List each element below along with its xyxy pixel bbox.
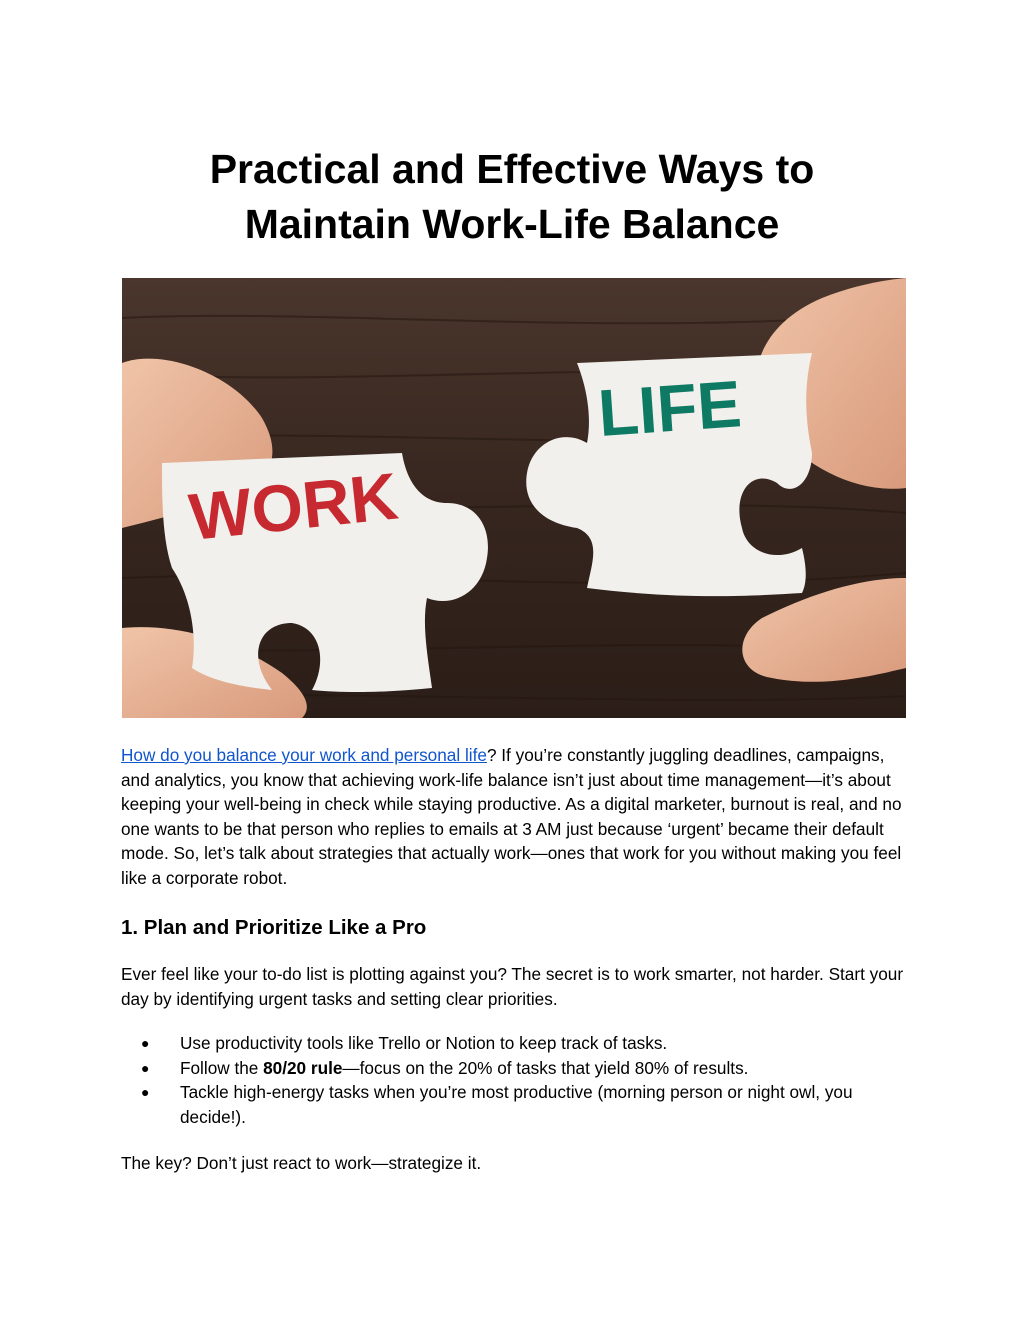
list-item <box>121 1031 911 1056</box>
life-label: LIFE <box>595 366 744 450</box>
bullet-icon: ● <box>141 1035 150 1051</box>
intro-link[interactable]: How do you balance your work and personal life <box>121 745 487 765</box>
bullet-icon: ● <box>141 1059 150 1076</box>
intro-paragraph <box>121 743 911 891</box>
section-heading: 1. Plan and Prioritize Like a Pro <box>121 916 427 939</box>
tips-list <box>121 1031 911 1129</box>
list-item-bold-text: 80/20 rule <box>263 1057 343 1078</box>
list-item-text: Use productivity tools like Trello or Notion to keep track of tasks. <box>180 1033 668 1053</box>
section-paragraph: Ever feel like your to-do list is plotting against you? The secret is to work smarter, not harder. Start your day by identifying urgent tasks and setting clear priorities. <box>121 964 904 1009</box>
page-title <box>122 142 902 252</box>
list-item <box>121 1080 911 1129</box>
hero-image-work-life-puzzle <box>122 278 906 718</box>
list-item <box>121 1056 911 1081</box>
list-item-text-prefix: Follow the <box>180 1057 264 1078</box>
page-title-line-1: Practical and Effective Ways to <box>209 146 815 192</box>
intro-text: ? If you’re constantly juggling deadlines, campaigns, and analytics, you know that achieving work-life balance isn’t just about time management—it’s about keeping your well-being in check while staying productive. As a digital marketer, burnout is real, and no one wants to be that person who replies to emails at 3 AM just because ‘urgent’ became their default mode. So, let’s talk about strategies that actually work—ones that work for you without making you feel like a corporate robot. <box>121 745 902 888</box>
list-item-text-suffix: —focus on the 20% of tasks that yield 80% of results. <box>342 1057 749 1078</box>
page-title-line-2: Maintain Work-Life Balance <box>244 201 780 247</box>
bullet-icon: ● <box>141 1084 150 1101</box>
work-label: WORK <box>185 458 402 554</box>
closing-paragraph: The key? Don’t just react to work—strategize it. <box>121 1153 482 1173</box>
list-item-text: Tackle high-energy tasks when you’re most productive (morning person or night owl, you decide!). <box>180 1082 853 1127</box>
puzzle-illustration <box>122 278 906 718</box>
